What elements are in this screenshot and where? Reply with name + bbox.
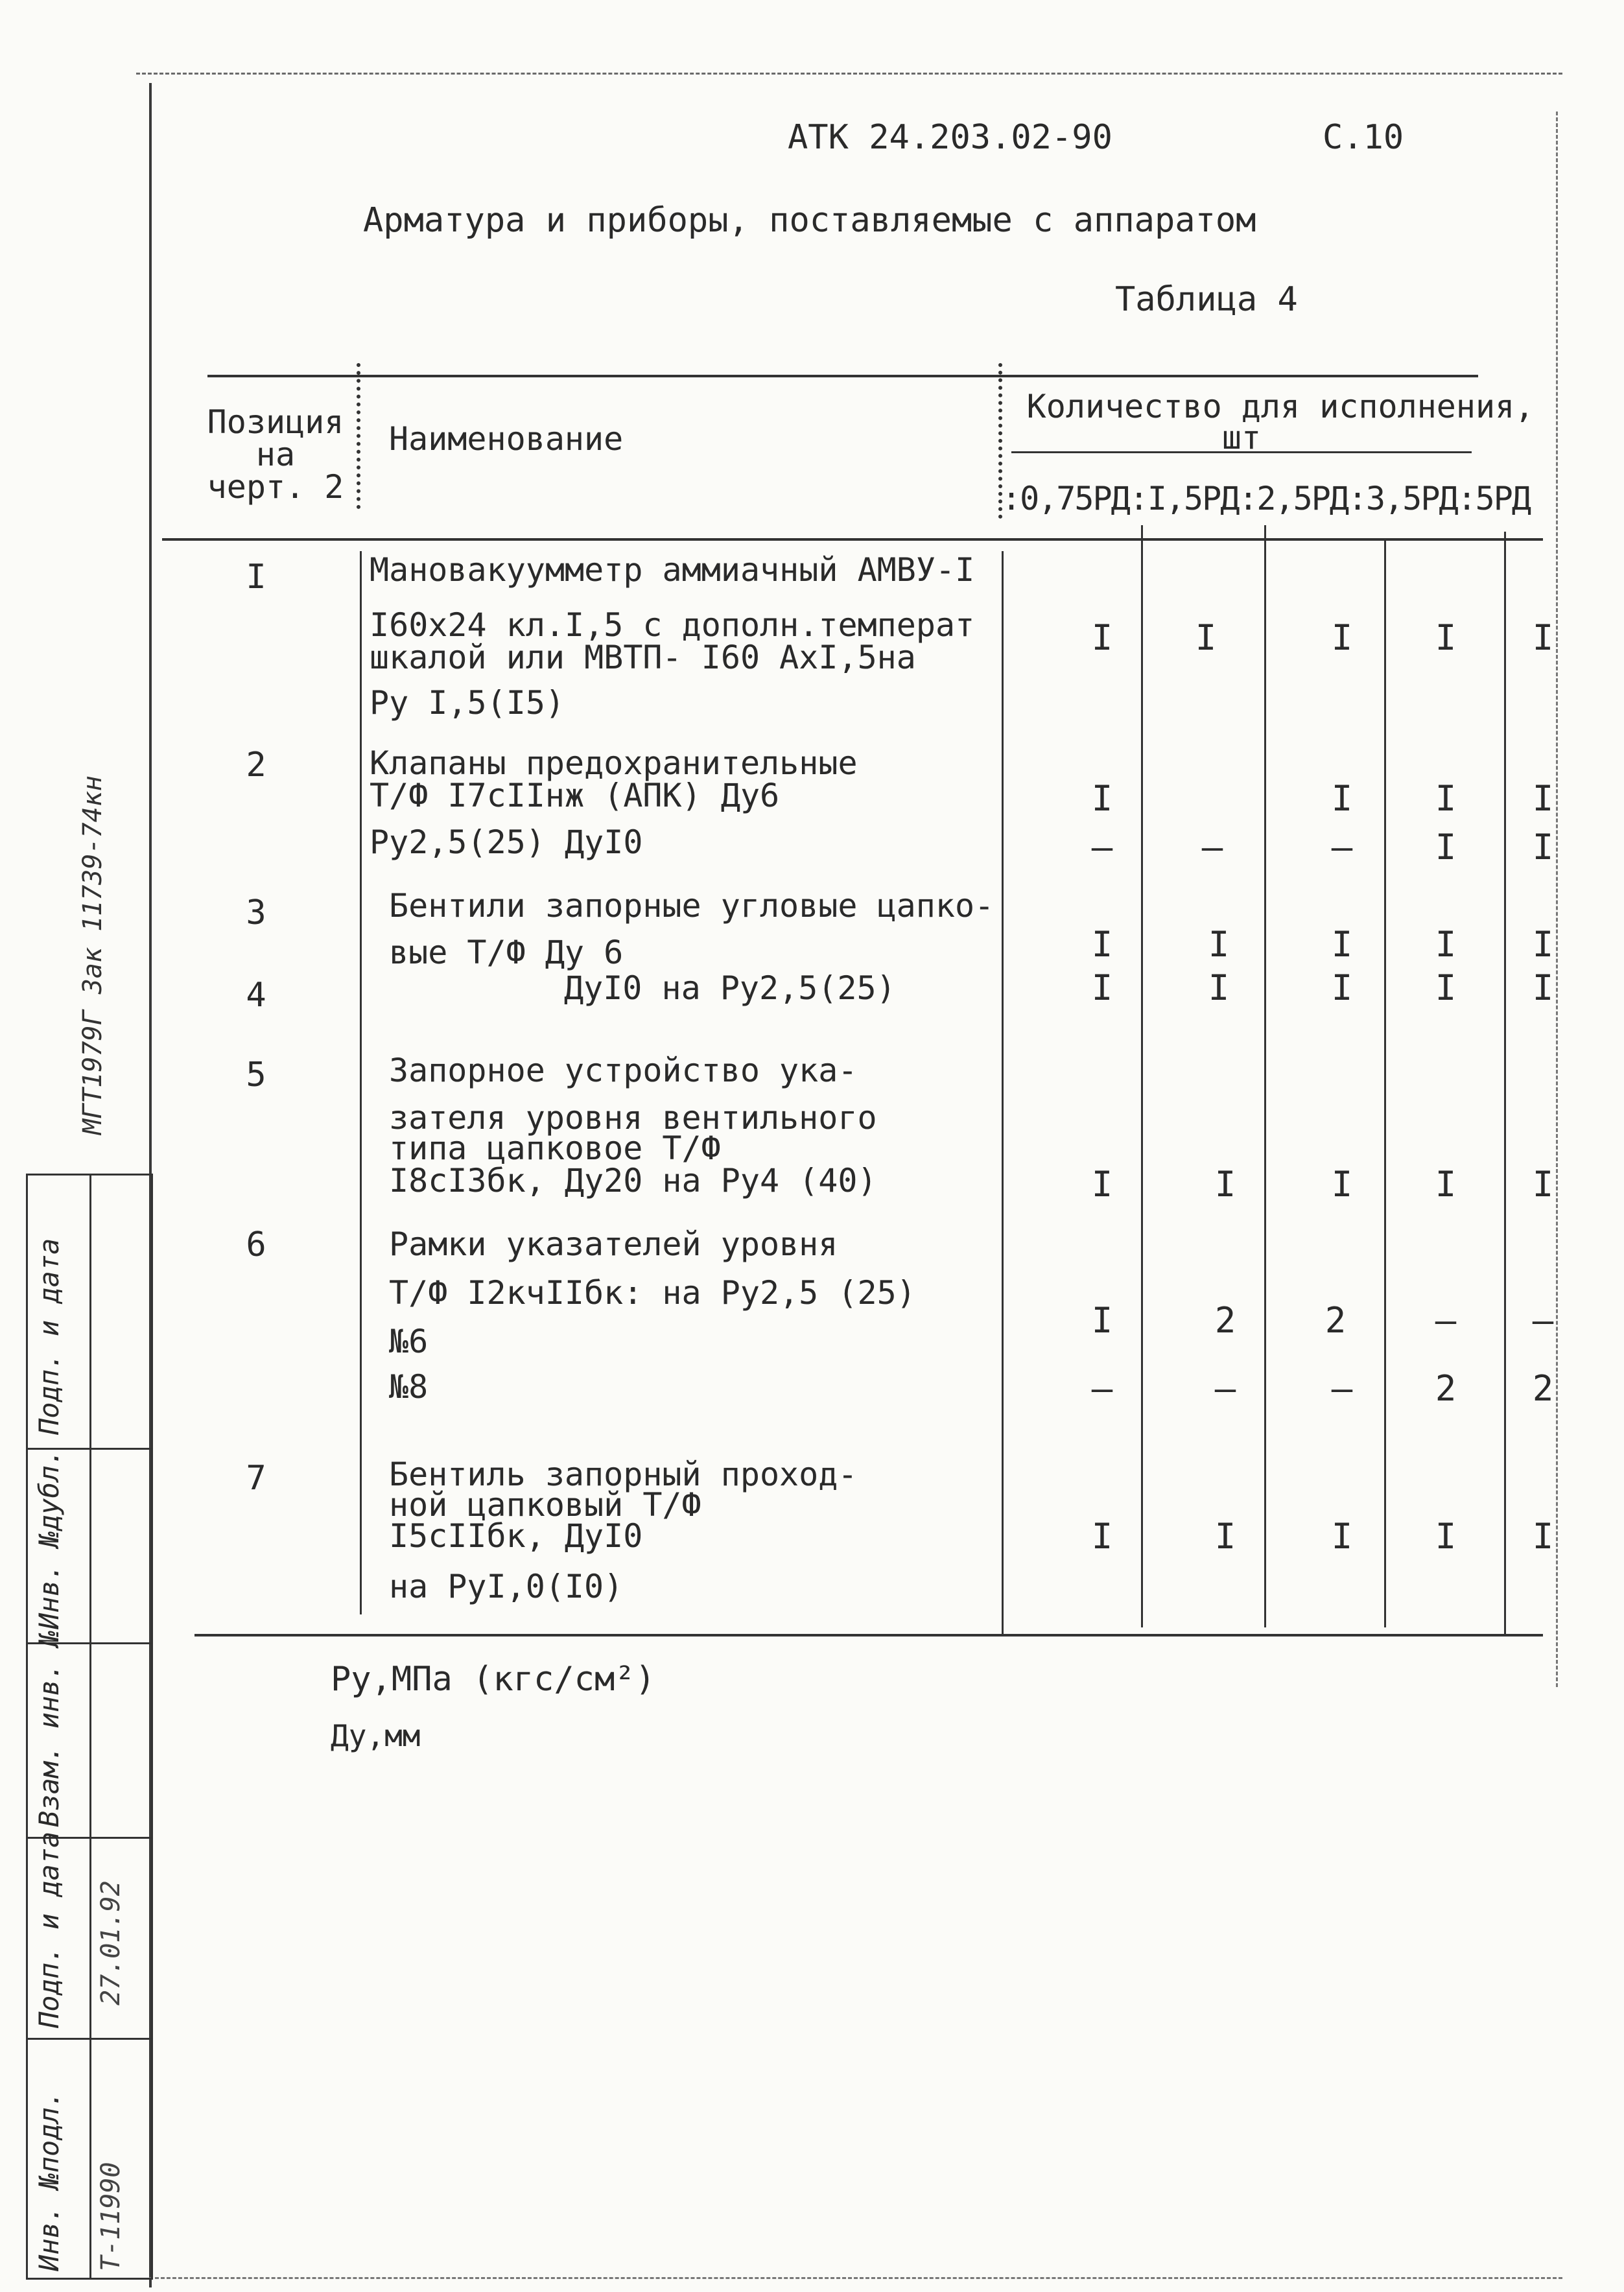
col-header-position-2: на <box>255 436 296 473</box>
row-2-qty2-4: I <box>1435 827 1457 868</box>
document-code: АТК 24.203.02-90 <box>788 118 1112 157</box>
row-1-qty-2: I <box>1195 617 1217 658</box>
row-6-position: 6 <box>246 1225 266 1264</box>
row-3-qty-1: I <box>1091 924 1113 965</box>
row-4-qty-5: I <box>1532 967 1554 1008</box>
row-7-name-line-3: I5сIIбк, ДуI0 <box>389 1517 643 1555</box>
col-header-qty-2: шт <box>1221 419 1262 456</box>
stamp-label-inv-dubl: Инв. №дубл. <box>33 1448 65 1629</box>
row-1-name-line-4: Ру I,5(I5) <box>370 684 565 722</box>
row-1-name-line-1: Мановакуумметр аммиачный АМВУ-I <box>370 551 975 589</box>
col-header-qty-1: Количество для исполнения, <box>1026 388 1535 425</box>
row-4-qty-3: I <box>1331 967 1353 1008</box>
row-6-qty-3: 2 <box>1324 1300 1347 1341</box>
row-7-qty-3: I <box>1331 1516 1353 1557</box>
row-4-position: 4 <box>246 976 266 1015</box>
name-column-left-rule <box>360 551 362 1614</box>
row-6-name-line-4: №8 <box>389 1368 429 1406</box>
row-2-position: 2 <box>246 746 266 785</box>
row-7-qty-2: I <box>1214 1516 1236 1557</box>
row-7-qty-5: I <box>1532 1516 1554 1557</box>
row-3-qty-3: I <box>1331 924 1353 965</box>
row-7-qty-4: I <box>1435 1516 1457 1557</box>
row-1-name-line-2: I60x24 кл.I,5 с дополн.температ <box>370 606 975 644</box>
row-2-qty2-2: — <box>1201 827 1223 868</box>
row-6-qty-5: — <box>1532 1300 1554 1341</box>
row-6-qty2-5: 2 <box>1532 1368 1554 1409</box>
qty-col-rule-2 <box>1264 525 1266 1627</box>
row-6-name-line-2: Т/Ф I2кчIIбк: на Ру2,5 (25) <box>389 1274 916 1312</box>
row-3-qty-4: I <box>1435 924 1457 965</box>
row-2-qty-5: I <box>1532 778 1554 819</box>
row-4-name-line-1: ДуI0 на Ру2,5(25) <box>564 969 896 1007</box>
col-header-position-1: Позиция <box>207 403 344 441</box>
row-6-name-line-3: №6 <box>389 1323 429 1360</box>
row-3-name-line-1: Бентили запорные угловые цапко- <box>389 887 994 925</box>
row-5-qty-4: I <box>1435 1164 1457 1205</box>
page-title: Арматура и приборы, поставляемые с аппаратом <box>363 201 1256 240</box>
frame-top-border <box>136 73 1562 75</box>
row-5-qty-5: I <box>1532 1164 1554 1205</box>
row-5-position: 5 <box>246 1056 266 1094</box>
col-header-name: Наименование <box>389 420 624 458</box>
frame-right-border <box>1556 112 1558 1687</box>
qty-col-rule-1 <box>1141 525 1143 1627</box>
row-4-qty-1: I <box>1091 967 1113 1008</box>
row-7-name-line-1: Бентиль запорный проход- <box>389 1456 858 1493</box>
row-5-qty-1: I <box>1091 1164 1113 1205</box>
row-5-name-line-1: Запорное устройство ука- <box>389 1052 858 1089</box>
stamp-label-inv-podl: Инв. №подл. <box>33 2090 65 2271</box>
row-1-name-line-3: шкалой или МВТП- I60 АхI,5на <box>370 639 916 676</box>
row-1-qty-1: I <box>1091 617 1113 658</box>
row-6-name-line-1: Рамки указателей уровня <box>389 1225 838 1263</box>
table-label: Таблица 4 <box>1115 280 1298 319</box>
side-note: МГТ1979Г Зак 11739-74кн <box>78 775 108 1135</box>
row-6-qty-4: — <box>1435 1300 1457 1341</box>
row-6-qty2-3: — <box>1331 1368 1353 1409</box>
qty-col-rule-3 <box>1384 538 1386 1627</box>
footnote-pressure-unit: Ру,МПа (кгс/см²) <box>331 1660 655 1699</box>
page-number: С.10 <box>1323 118 1404 157</box>
row-1-qty-5: I <box>1532 617 1554 658</box>
qty-col-rule-4 <box>1504 532 1506 1634</box>
row-5-name-line-4: I8сI3бк, Ду20 на Ру4 (40) <box>389 1162 877 1199</box>
row-3-qty-2: I <box>1208 924 1230 965</box>
row-2-name-line-2: Т/Ф I7сIIнж (АПК) Ду6 <box>370 777 780 814</box>
stamp-label-vzam-inv: Взам. инв. № <box>33 1630 65 1827</box>
row-4-qty-2: I <box>1208 967 1230 1008</box>
qty-column-left-rule <box>1002 551 1004 1634</box>
stamp-block <box>26 1174 153 2280</box>
row-6-qty-2: 2 <box>1214 1300 1236 1341</box>
header-separator-left <box>357 363 360 509</box>
row-2-qty2-3: — <box>1331 827 1353 868</box>
stamp-label-podp-data-top: Подп. и дата <box>33 1238 65 1435</box>
row-5-name-line-2: зателя уровня вентильного <box>389 1099 877 1137</box>
table-top-rule <box>207 375 1478 377</box>
row-6-qty2-2: — <box>1214 1368 1236 1409</box>
row-2-name-line-1: Клапаны предохранительные <box>370 744 858 782</box>
row-1-qty-3: I <box>1331 617 1353 658</box>
row-1-qty-4: I <box>1435 617 1457 658</box>
table-bottom-rule <box>194 1634 1543 1636</box>
row-2-qty2-1: — <box>1091 827 1113 868</box>
row-2-qty-1: I <box>1091 778 1113 819</box>
row-3-name-line-2: вые Т/Ф Ду 6 <box>389 934 624 971</box>
row-6-qty-1: I <box>1091 1300 1113 1341</box>
row-2-qty-3: I <box>1331 778 1353 819</box>
row-4-qty-4: I <box>1435 967 1457 1008</box>
row-3-qty-5: I <box>1532 924 1554 965</box>
stamp-label-podp-data: Подп. и дата <box>33 1831 65 2028</box>
row-7-name-line-2: ной цапковый Т/Ф <box>389 1486 701 1524</box>
row-3-position: 3 <box>246 893 266 932</box>
frame-bottom-border <box>149 2277 1562 2279</box>
qty-columns-header: :0,75РД:I,5РД:2,5РД:3,5РД:5РД <box>1002 480 1530 517</box>
row-1-position: I <box>246 558 266 597</box>
row-6-qty2-1: — <box>1091 1368 1113 1409</box>
row-5-qty-3: I <box>1331 1164 1353 1205</box>
row-6-qty2-4: 2 <box>1435 1368 1457 1409</box>
stamp-row-rule-4 <box>28 2038 151 2040</box>
row-5-qty-2: I <box>1214 1164 1236 1205</box>
row-2-name-line-3: Ру2,5(25) ДуI0 <box>370 823 643 861</box>
stamp-separator <box>89 1176 91 2278</box>
stamp-signature-date: 27.01.92 <box>96 1880 126 2005</box>
row-2-qty2-5: I <box>1532 827 1554 868</box>
row-5-name-line-3: типа цапковое Т/Ф <box>389 1129 721 1167</box>
row-2-qty-4: I <box>1435 778 1457 819</box>
row-7-position: 7 <box>246 1459 266 1498</box>
col-header-position-3: черт. 2 <box>207 468 344 506</box>
row-7-name-line-4: на РуI,0(I0) <box>389 1568 624 1605</box>
table-header-rule <box>162 538 1543 541</box>
stamp-inv-value: Т-11990 <box>96 2162 126 2271</box>
footnote-diameter-unit: Ду,мм <box>331 1718 421 1753</box>
row-7-qty-1: I <box>1091 1516 1113 1557</box>
